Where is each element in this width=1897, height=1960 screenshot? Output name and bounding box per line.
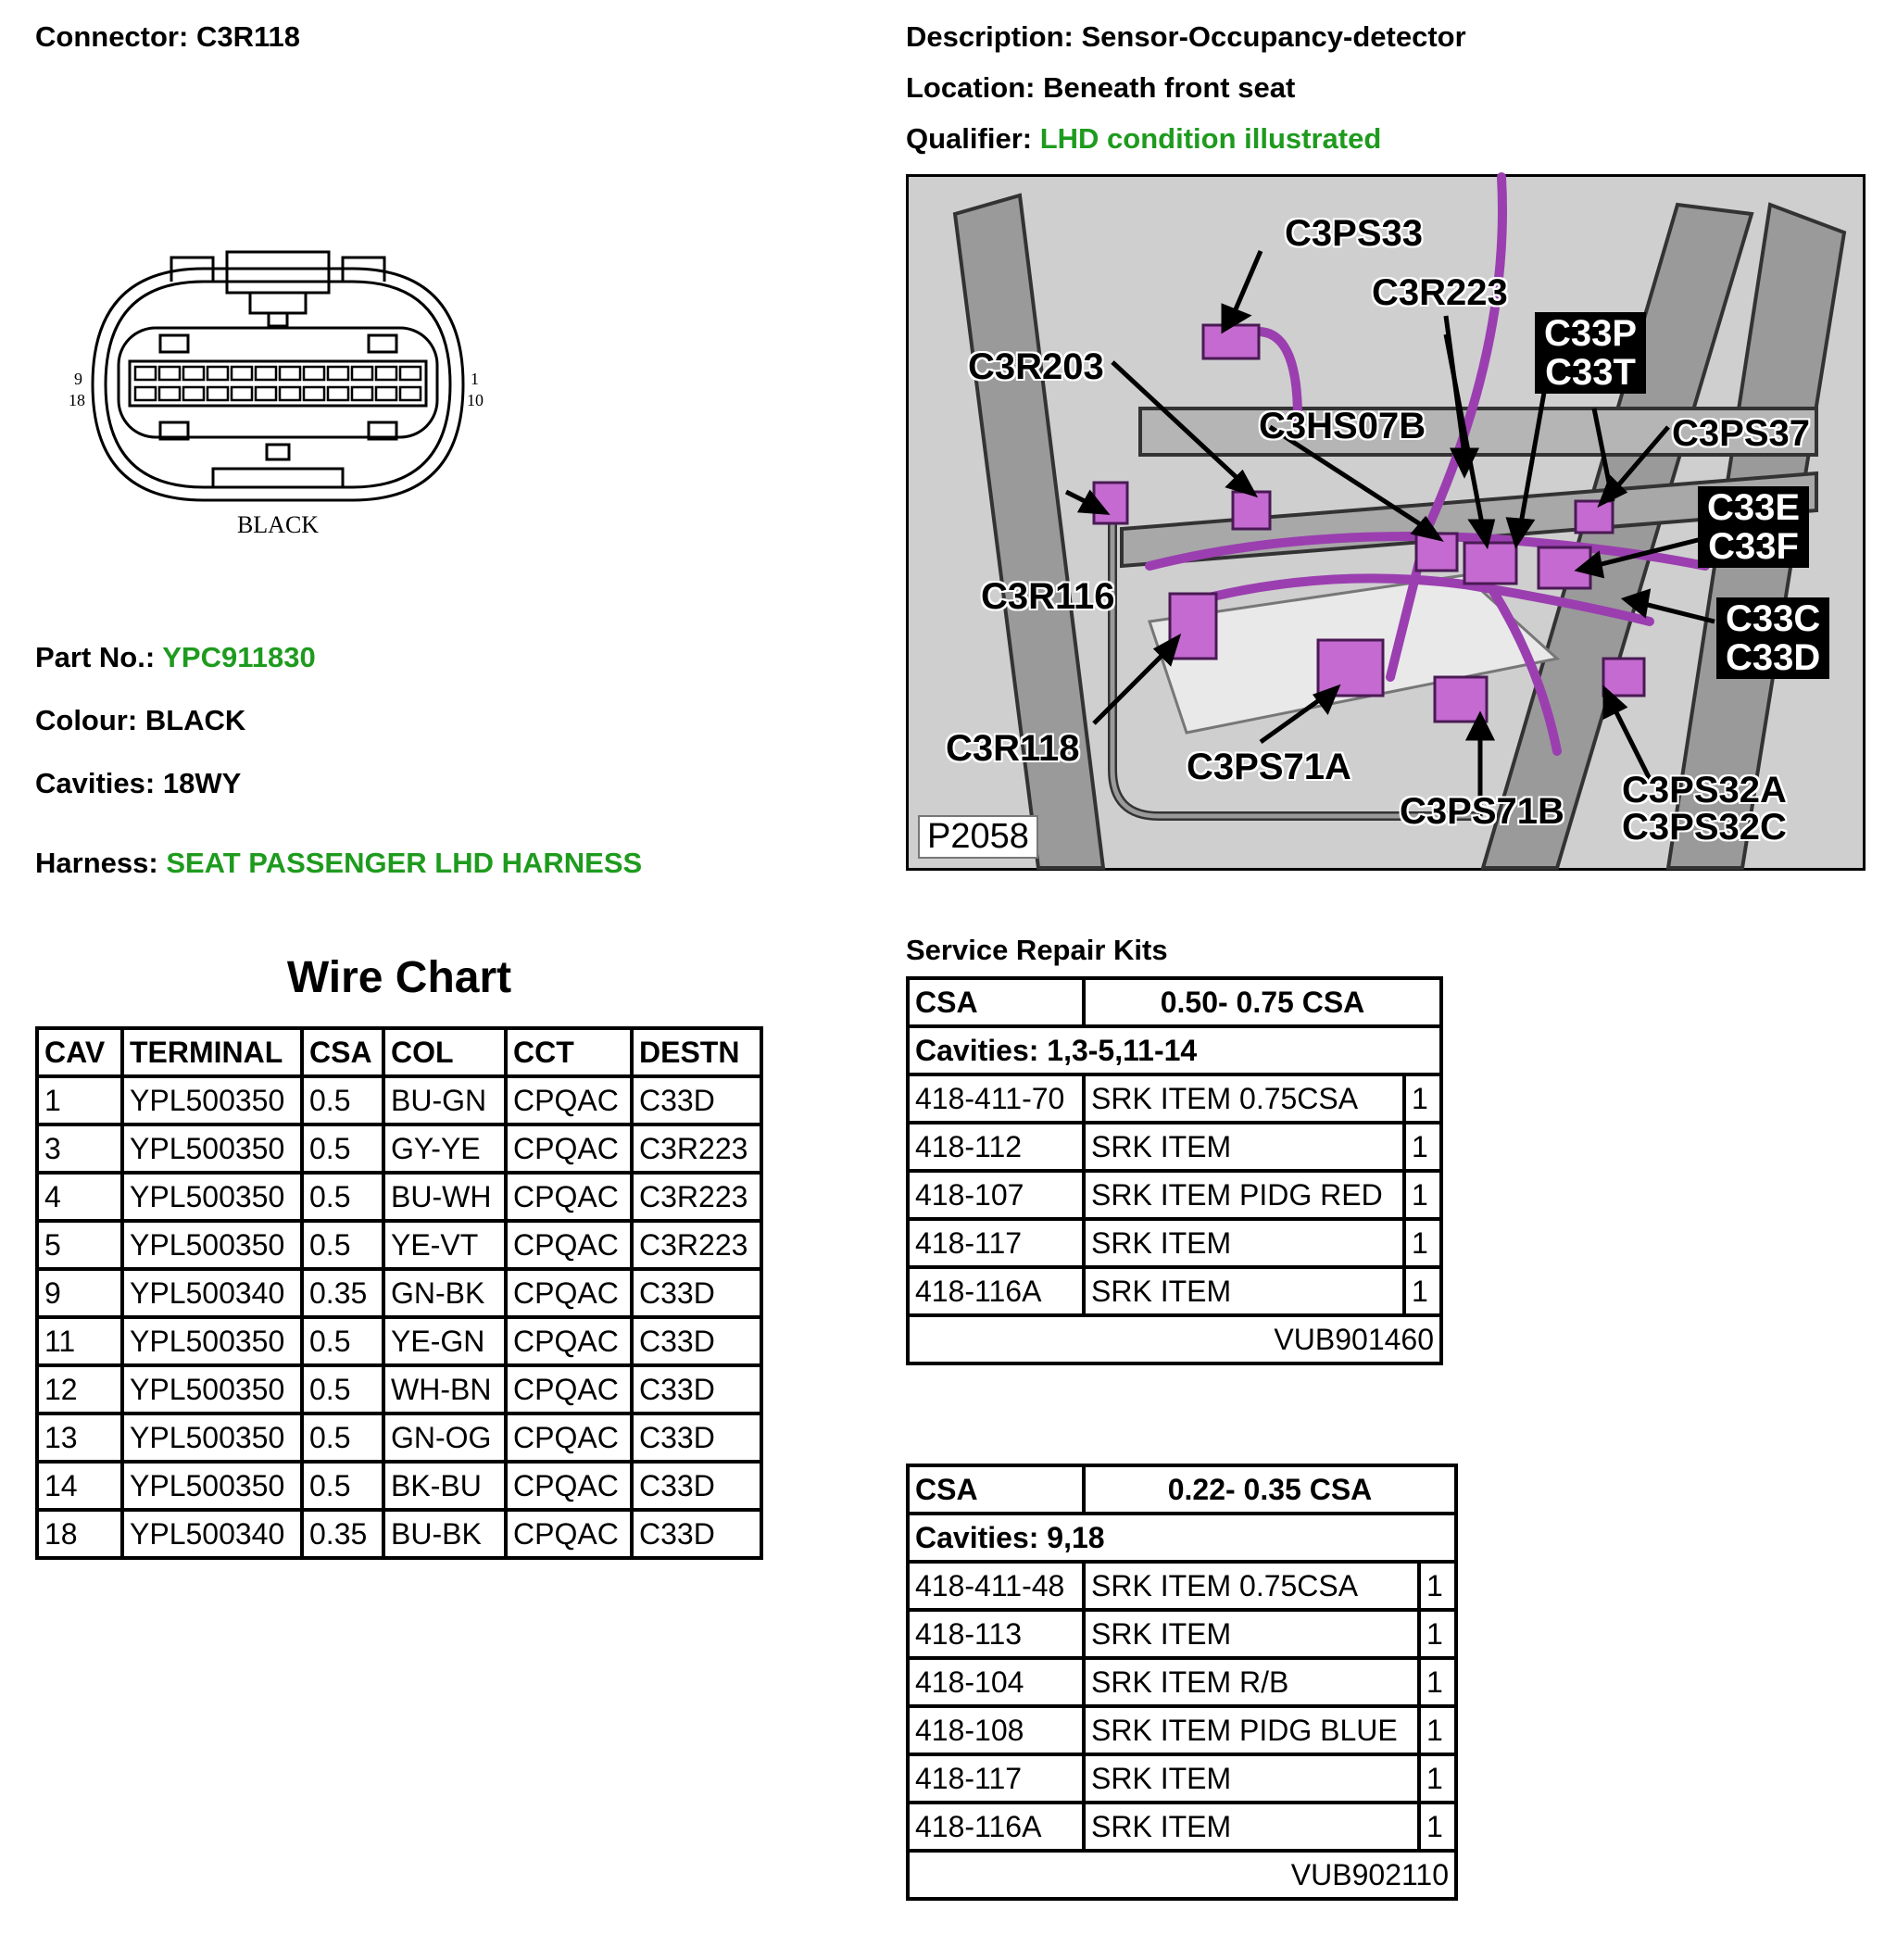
cell-destn: C3R223	[632, 1173, 761, 1221]
harness-line	[35, 847, 642, 880]
srk-part-number: 418-117	[908, 1754, 1084, 1803]
cavities-label: Cavities:	[35, 767, 156, 799]
callout-c33t: C33T	[1545, 352, 1636, 393]
cell-cct: CPQAC	[506, 1221, 632, 1269]
description-line	[906, 20, 1466, 54]
callout-c3hs07b: C3HS07B	[1259, 406, 1426, 446]
location-value: Beneath front seat	[1043, 71, 1296, 104]
cell-cct: CPQAC	[506, 1076, 632, 1124]
callout-c3ps32a-c3ps32c	[1622, 772, 1787, 846]
cell-terminal: YPL500350	[122, 1173, 302, 1221]
srk-item-description: SRK ITEM PIDG BLUE	[1084, 1706, 1419, 1754]
list-item	[908, 1562, 1456, 1610]
srk-1-items	[908, 1074, 1441, 1315]
srk-part-number: 418-107	[908, 1171, 1084, 1219]
callout-c3ps32a: C3PS32A	[1622, 770, 1787, 810]
cell-col: BU-GN	[383, 1076, 506, 1124]
cell-destn: C33D	[632, 1076, 761, 1124]
cell-destn: C33D	[632, 1317, 761, 1365]
cell-destn: C33D	[632, 1269, 761, 1317]
table-row	[37, 1413, 761, 1462]
header-col: COL	[383, 1028, 506, 1076]
cell-destn: C3R223	[632, 1124, 761, 1173]
srk-part-number: 418-104	[908, 1658, 1084, 1706]
list-item	[908, 1754, 1456, 1803]
srk-1-kit-row	[908, 1315, 1441, 1363]
cell-csa: 0.35	[302, 1510, 383, 1558]
connector-line	[35, 20, 300, 54]
srk-quantity: 1	[1419, 1754, 1456, 1803]
cell-csa: 0.5	[302, 1365, 383, 1413]
srk-2-csa-label: CSA	[908, 1465, 1084, 1514]
callout-c33e: C33E	[1707, 487, 1801, 528]
qualifier-value: LHD condition illustrated	[1039, 122, 1382, 155]
srk-2-items	[908, 1562, 1456, 1851]
srk-part-number: 418-116A	[908, 1803, 1084, 1851]
table-row	[37, 1317, 761, 1365]
cell-cav: 11	[37, 1317, 122, 1365]
location-label: Location:	[906, 71, 1036, 104]
harness-label: Harness:	[35, 847, 158, 879]
srk-table-2	[906, 1464, 1458, 1901]
colour-line	[35, 704, 245, 737]
table-row	[37, 1462, 761, 1510]
cell-destn: C33D	[632, 1365, 761, 1413]
srk-quantity: 1	[1404, 1171, 1441, 1219]
wire-chart-table	[35, 1026, 763, 1560]
wire-chart-header-row	[37, 1028, 761, 1076]
srk-quantity: 1	[1419, 1658, 1456, 1706]
cell-cav: 3	[37, 1124, 122, 1173]
header-csa: CSA	[302, 1028, 383, 1076]
srk-quantity: 1	[1404, 1219, 1441, 1267]
cell-cav: 18	[37, 1510, 122, 1558]
cell-destn: C33D	[632, 1510, 761, 1558]
colour-value: BLACK	[144, 704, 246, 736]
part-no-label: Part No.:	[35, 641, 156, 673]
callout-c3r223: C3R223	[1372, 272, 1508, 313]
srk-part-number: 418-113	[908, 1610, 1084, 1658]
callout-c33p: C33P	[1544, 313, 1638, 354]
callout-c33f: C33F	[1708, 526, 1799, 567]
list-item	[908, 1171, 1441, 1219]
srk-quantity: 1	[1419, 1803, 1456, 1851]
srk-table-1	[906, 976, 1443, 1365]
list-item	[908, 1803, 1456, 1851]
srk-1-csa-value: 0.50- 0.75 CSA	[1084, 978, 1441, 1026]
pin-label-18: 18	[69, 391, 85, 409]
cell-csa: 0.5	[302, 1317, 383, 1365]
cavities-value: 18WY	[162, 767, 242, 799]
srk-1-cavities: Cavities: 1,3-5,11-14	[908, 1026, 1441, 1074]
figure-id: P2058	[918, 815, 1038, 859]
srk-item-description: SRK ITEM	[1084, 1123, 1404, 1171]
srk-2-kit-row	[908, 1851, 1456, 1899]
header-cav: CAV	[37, 1028, 122, 1076]
qualifier-line	[906, 122, 1381, 156]
cell-destn: C3R223	[632, 1221, 761, 1269]
srk-quantity: 1	[1419, 1610, 1456, 1658]
srk-item-description: SRK ITEM 0.75CSA	[1084, 1074, 1404, 1123]
header-terminal: TERMINAL	[122, 1028, 302, 1076]
srk-heading: Service Repair Kits	[906, 934, 1168, 966]
cell-csa: 0.5	[302, 1221, 383, 1269]
cell-csa: 0.5	[302, 1462, 383, 1510]
table-row	[37, 1365, 761, 1413]
srk-part-number: 418-117	[908, 1219, 1084, 1267]
callout-c3ps33: C3PS33	[1285, 213, 1423, 254]
srk-item-description: SRK ITEM	[1084, 1610, 1419, 1658]
srk-quantity: 1	[1419, 1562, 1456, 1610]
cell-col: GN-OG	[383, 1413, 506, 1462]
cell-cav: 4	[37, 1173, 122, 1221]
callout-c33c: C33C	[1726, 598, 1821, 639]
part-no-line	[35, 641, 316, 674]
connector-label: Connector:	[35, 20, 189, 53]
srk-1-csa-label: CSA	[908, 978, 1084, 1026]
srk-2-csa-value: 0.22- 0.35 CSA	[1084, 1465, 1456, 1514]
pin-label-10: 10	[467, 391, 484, 409]
srk-1-kit-no: VUB901460	[908, 1315, 1441, 1363]
cell-col: GY-YE	[383, 1124, 506, 1173]
cell-cct: CPQAC	[506, 1365, 632, 1413]
table-row	[37, 1076, 761, 1124]
header-cct: CCT	[506, 1028, 632, 1076]
cell-destn: C33D	[632, 1462, 761, 1510]
cell-csa: 0.35	[302, 1269, 383, 1317]
srk-2-csa-row	[908, 1465, 1456, 1514]
list-item	[908, 1074, 1441, 1123]
srk-2-kit-no: VUB902110	[908, 1851, 1456, 1899]
cell-col: WH-BN	[383, 1365, 506, 1413]
cell-cct: CPQAC	[506, 1510, 632, 1558]
cell-col: GN-BK	[383, 1269, 506, 1317]
srk-2-cavities-row	[908, 1514, 1456, 1562]
cell-csa: 0.5	[302, 1124, 383, 1173]
callout-c3ps37: C3PS37	[1672, 413, 1810, 454]
cell-terminal: YPL500350	[122, 1413, 302, 1462]
cell-cct: CPQAC	[506, 1462, 632, 1510]
callout-c3ps71b: C3PS71B	[1400, 791, 1564, 832]
cell-col: BK-BU	[383, 1462, 506, 1510]
srk-item-description: SRK ITEM 0.75CSA	[1084, 1562, 1419, 1610]
cell-cct: CPQAC	[506, 1317, 632, 1365]
part-no-value: YPC911830	[162, 641, 316, 673]
description-label: Description:	[906, 20, 1074, 53]
table-row	[37, 1510, 761, 1558]
pin-label-9: 9	[74, 370, 82, 388]
cell-csa: 0.5	[302, 1076, 383, 1124]
connector-color-label: BLACK	[236, 511, 320, 538]
list-item	[908, 1123, 1441, 1171]
cell-terminal: YPL500340	[122, 1269, 302, 1317]
table-row	[37, 1173, 761, 1221]
pin-label-1: 1	[471, 370, 479, 388]
list-item	[908, 1610, 1456, 1658]
list-item	[908, 1706, 1456, 1754]
table-row	[37, 1269, 761, 1317]
cell-terminal: YPL500350	[122, 1317, 302, 1365]
srk-part-number: 418-112	[908, 1123, 1084, 1171]
callout-c33d: C33D	[1726, 637, 1821, 678]
cell-cav: 13	[37, 1413, 122, 1462]
srk-item-description: SRK ITEM	[1084, 1754, 1419, 1803]
connector-face-diagram	[69, 250, 484, 547]
srk-part-number: 418-116A	[908, 1267, 1084, 1315]
cell-cct: CPQAC	[506, 1173, 632, 1221]
location-photo	[906, 174, 1866, 871]
srk-item-description: SRK ITEM R/B	[1084, 1658, 1419, 1706]
callout-c3r203: C3R203	[968, 346, 1104, 387]
table-row	[37, 1221, 761, 1269]
srk-part-number: 418-411-48	[908, 1562, 1084, 1610]
cell-col: BU-BK	[383, 1510, 506, 1558]
cell-cct: CPQAC	[506, 1269, 632, 1317]
cell-cav: 9	[37, 1269, 122, 1317]
cell-terminal: YPL500350	[122, 1124, 302, 1173]
srk-quantity: 1	[1404, 1267, 1441, 1315]
cell-col: BU-WH	[383, 1173, 506, 1221]
cell-cct: CPQAC	[506, 1413, 632, 1462]
description-value: Sensor-Occupancy-detector	[1081, 20, 1466, 53]
srk-quantity: 1	[1419, 1706, 1456, 1754]
colour-label: Colour:	[35, 704, 138, 736]
callout-c3ps71a: C3PS71A	[1187, 747, 1351, 787]
callout-c3r118: C3R118	[946, 728, 1080, 769]
list-item	[908, 1219, 1441, 1267]
cell-col: YE-VT	[383, 1221, 506, 1269]
srk-1-csa-row	[908, 978, 1441, 1026]
table-row	[37, 1124, 761, 1173]
srk-quantity: 1	[1404, 1074, 1441, 1123]
harness-value: SEAT PASSENGER LHD HARNESS	[166, 847, 643, 879]
cell-cav: 14	[37, 1462, 122, 1510]
srk-item-description: SRK ITEM	[1084, 1219, 1404, 1267]
cell-terminal: YPL500350	[122, 1076, 302, 1124]
callout-c3ps32c: C3PS32C	[1622, 807, 1787, 848]
srk-item-description: SRK ITEM	[1084, 1803, 1419, 1851]
cell-csa: 0.5	[302, 1413, 383, 1462]
cell-col: YE-GN	[383, 1317, 506, 1365]
srk-1-cavities-row	[908, 1026, 1441, 1074]
cavities-line	[35, 767, 241, 800]
cell-cav: 1	[37, 1076, 122, 1124]
cell-cav: 12	[37, 1365, 122, 1413]
connector-value: C3R118	[195, 20, 300, 53]
callout-c3r116: C3R116	[981, 576, 1115, 617]
callout-c33e-c33f	[1698, 486, 1809, 568]
srk-item-description: SRK ITEM PIDG RED	[1084, 1171, 1404, 1219]
cell-terminal: YPL500350	[122, 1221, 302, 1269]
callout-c33c-c33d	[1716, 597, 1829, 679]
srk-part-number: 418-108	[908, 1706, 1084, 1754]
srk-quantity: 1	[1404, 1123, 1441, 1171]
srk-part-number: 418-411-70	[908, 1074, 1084, 1123]
list-item	[908, 1267, 1441, 1315]
wire-chart-title: Wire Chart	[286, 953, 512, 1002]
srk-item-description: SRK ITEM	[1084, 1267, 1404, 1315]
qualifier-label: Qualifier:	[906, 122, 1033, 155]
cell-cct: CPQAC	[506, 1124, 632, 1173]
list-item	[908, 1658, 1456, 1706]
cell-destn: C33D	[632, 1413, 761, 1462]
srk-2-cavities: Cavities: 9,18	[908, 1514, 1456, 1562]
wire-chart-body	[37, 1076, 761, 1558]
cell-cav: 5	[37, 1221, 122, 1269]
header-destn: DESTN	[632, 1028, 761, 1076]
cell-terminal: YPL500350	[122, 1365, 302, 1413]
cell-terminal: YPL500340	[122, 1510, 302, 1558]
location-line	[906, 71, 1295, 105]
cell-terminal: YPL500350	[122, 1462, 302, 1510]
cell-csa: 0.5	[302, 1173, 383, 1221]
callout-c33p-c33t	[1535, 312, 1646, 394]
